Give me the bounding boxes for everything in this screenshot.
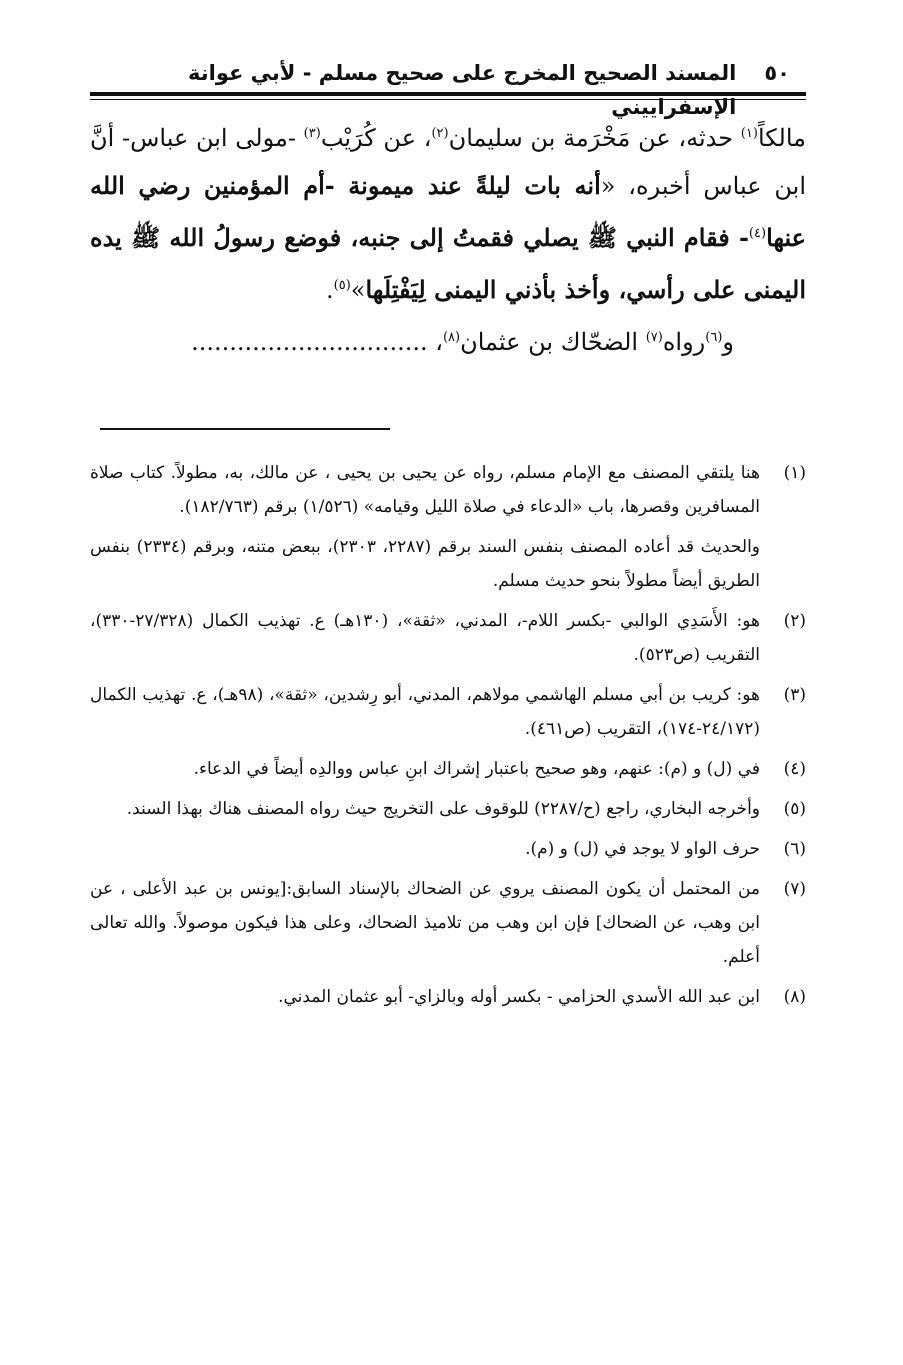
footnote-text: من المحتمل أن يكون المصنف يروي عن الضحاك بالإسناد السابق:[يونس بن عبد الأعلى ، عن ابن وهب، عن الضحاك] فإن ابن وهب من تلاميذ الضحاك، وعلى هذا فيكون موصولاً. والله تعالى أعلم.	[90, 879, 760, 967]
footnote-number: (٧)	[783, 879, 806, 899]
footnote	[90, 604, 806, 672]
footnote	[90, 980, 806, 1014]
footnote	[90, 832, 806, 866]
footnote	[90, 792, 806, 826]
hadith-paragraph	[90, 110, 806, 314]
running-header	[90, 56, 806, 119]
header-title: المسند الصحيح المخرج على صحيح مسلم - لأبي عوانة الإسفراييني	[188, 61, 737, 119]
hadith-text: - فقام النبي ﷺ يصلي فقمتُ إلى جنبه، فوضع رسولُ الله ﷺ يده اليمنى على رأسي، وأخذ بأذني اليمنى لِيَفْتِلَها	[90, 223, 806, 304]
footnote-text: هو: الأَسَدِي الوالبي -بكسر اللام-، المدني، «ثقة»، (١٣٠هـ) ع. تهذيب الكمال (٢٧/٣٢٨-٣٣٠)، التقريب (ص٥٢٣).	[90, 611, 760, 665]
footnote-number: (٨)	[783, 987, 806, 1007]
footnote	[90, 456, 806, 524]
footnote-text: وأخرجه البخاري، راجع (ح/٢٢٨٧) للوقوف على التخريج حيث رواه المصنف هناك بهذا السند.	[126, 799, 760, 819]
text-run: رواه	[662, 328, 706, 356]
footnote-text: في (ل) و (م): عنهم، وهو صحيح باعتبار إشراك ابنِ عباس ووالدِه أيضاً في الدعاء.	[193, 759, 760, 779]
chain-paragraph	[90, 314, 806, 366]
footnotes	[90, 456, 806, 1020]
footnote-continuation	[90, 530, 760, 598]
page-number: ٥٠	[764, 61, 790, 85]
main-text	[90, 110, 806, 366]
footnote	[90, 678, 806, 746]
text-run: مالكاً	[757, 124, 806, 152]
footnote-ref[interactable]: (١)	[740, 126, 758, 141]
text-run: و	[722, 328, 734, 356]
text-run: .	[326, 276, 334, 304]
footnote-text: حرف الواو لا يوجد في (ل) و (م).	[525, 839, 760, 859]
footnote-ref[interactable]: (٨)	[442, 330, 461, 345]
continuation-dots: ...............................	[191, 328, 428, 356]
footnote	[90, 872, 806, 974]
footnote-text: هنا يلتقي المصنف مع الإمام مسلم، رواه عن يحيى بن يحيى ، عن مالك، به، مطولاً. كتاب صلاة المسافرين وقصرها، باب «الدعاء في صلاة الليل وقيامه» (١/٥٢٦) برقم (١٨٢/٧٦٣).	[90, 463, 760, 517]
footnote-number: (١)	[783, 463, 806, 483]
text-run: »	[350, 276, 366, 304]
text-run: الضحّاك بن عثمان	[460, 328, 646, 356]
footnote-ref[interactable]: (٦)	[705, 330, 723, 345]
footnote-number: (٢)	[783, 611, 806, 631]
text-run: ، عن كُرَيْب	[320, 124, 432, 152]
footnote-ref[interactable]: (٤)	[748, 226, 767, 241]
footnote-ref[interactable]: (٢)	[431, 126, 449, 141]
footnote-ref[interactable]: (٧)	[645, 330, 663, 345]
footnote-number: (٤)	[783, 759, 806, 779]
text-run: ،	[427, 328, 443, 356]
text-run: -مولى ابن عباس- أنَّ ابن عباس أخبره، «	[90, 124, 806, 200]
footnote-ref[interactable]: (٣)	[303, 126, 321, 141]
footnote-separator	[100, 428, 390, 430]
footnote-number: (٥)	[783, 799, 806, 819]
text-run: حدثه، عن مَخْرَمة بن سليمان	[448, 124, 741, 152]
footnote-text: هو: كريب بن أبي مسلم الهاشمي مولاهم، المدني، أبو رِشدين، «ثقة»، (٩٨هـ)، ع. تهذيب الكمال (٢٤/١٧٢-١٧٤)، التقريب (ص٤٦١).	[90, 685, 761, 739]
footnote-number: (٦)	[783, 839, 806, 859]
hadith-text: أنه بات ليلةً عند ميمونة -أم المؤمنين رضي الله عنها	[90, 171, 806, 252]
page	[90, 56, 807, 1007]
footnote-number: (٣)	[783, 685, 807, 705]
footnote-text: ابن عبد الله الأسدي الحزامي - بكسر أوله وبالزاي- أبو عثمان المدني.	[278, 987, 760, 1007]
footnote-text: والحديث قد أعاده المصنف بنفس السند برقم (٢٢٨٧، ٢٣٠٣)، ببعض متنه، وبرقم (٢٣٣٤) بنفس الطريق أيضاً مطولاً بنحو حديث مسلم.	[90, 537, 761, 591]
footnote-ref[interactable]: (٥)	[333, 278, 351, 293]
footnote	[90, 752, 806, 786]
